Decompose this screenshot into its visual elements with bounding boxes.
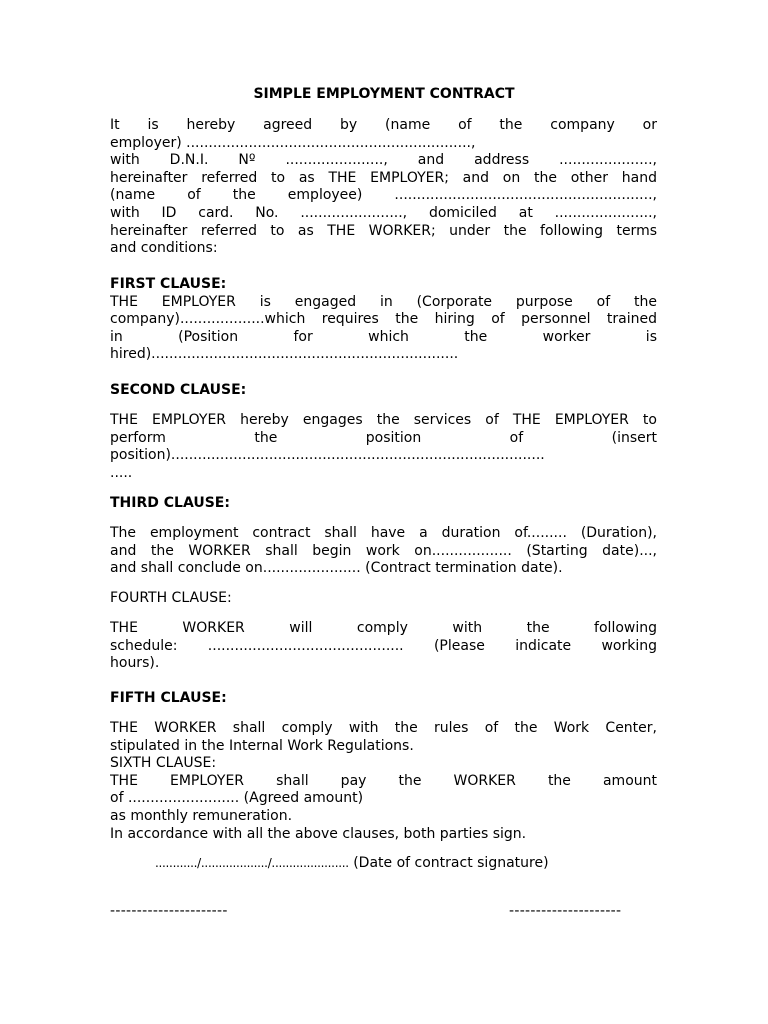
intro-line: with D.N.I. Nº ......................, and address ....................., (110, 152, 657, 169)
date-label: (Date of contract signature) (348, 855, 549, 871)
clause-line: in (Position for which the worker is (110, 328, 657, 345)
clause-line: stipulated in the Internal Work Regulations. (110, 737, 414, 754)
clause-line: THE EMPLOYER hereby engages the services of THE EMPLOYER to (110, 412, 657, 428)
intro-line: (name of the employee) .........................................................., (110, 187, 657, 204)
employer-signature-line: ---------------------- (110, 903, 228, 919)
clause-line: and shall conclude on...................... (Contract termination date). (110, 560, 563, 577)
closing-statement: In accordance with all the above clauses, both parties sign. (110, 825, 527, 842)
intro-line: employer) ................................................................, (110, 134, 476, 151)
fourth-clause (110, 620, 657, 673)
date-placeholder: ............/.................../...................... (155, 856, 349, 870)
second-clause-heading-block (110, 382, 657, 400)
clause-line: perform the position of (insert (110, 429, 657, 446)
clause-line: as monthly remuneration. (110, 807, 293, 824)
signature-date-line (155, 855, 549, 873)
intro-line: hereinafter referred to as THE EMPLOYER; and on the other hand (110, 169, 657, 186)
intro-paragraph (110, 117, 657, 258)
clause-line: schedule: ............................................ (Please indicate working (110, 637, 657, 654)
intro-line: with ID card. No. ......................., domiciled at ......................, (110, 204, 657, 221)
worker-signature-line: --------------------- (509, 903, 622, 919)
fourth-clause-heading-block (110, 590, 657, 608)
clause-heading: SECOND CLAUSE: (110, 382, 247, 398)
clause-line: of ......................... (Agreed amount) (110, 790, 364, 807)
clause-line: ..... (110, 464, 133, 481)
second-clause (110, 412, 657, 482)
clause-line: and the WORKER shall begin work on.................. (Starting date)..., (110, 542, 657, 559)
intro-line: and conditions: (110, 240, 218, 257)
clause-line: THE EMPLOYER is engaged in (Corporate purpose of the (110, 293, 657, 310)
clause-line: position).................................................................................... (110, 447, 545, 464)
fifth-clause-heading-block (110, 690, 657, 708)
clause-line: hours). (110, 655, 160, 672)
clause-heading: THIRD CLAUSE: (110, 495, 230, 511)
third-clause-heading-block (110, 495, 657, 513)
clause-line: THE EMPLOYER shall pay the WORKER the amount (110, 772, 657, 789)
clause-line: company)...................which requires the hiring of personnel trained (110, 311, 657, 328)
document-title: SIMPLE EMPLOYMENT CONTRACT (253, 86, 515, 102)
fifth-sixth-clauses (110, 720, 657, 843)
clause-line: The employment contract shall have a duration of......... (Duration), (110, 525, 657, 541)
third-clause (110, 525, 657, 578)
clause-line: THE WORKER will comply with the following (110, 620, 657, 636)
clause-line: THE WORKER shall comply with the rules of the Work Center, (110, 720, 657, 736)
intro-line: hereinafter referred to as THE WORKER; under the following terms (110, 222, 657, 239)
clause-heading: FOURTH CLAUSE: (110, 590, 232, 606)
clause-heading: SIXTH CLAUSE: (110, 755, 217, 772)
clause-heading: FIRST CLAUSE: (110, 276, 227, 292)
clause-heading: FIFTH CLAUSE: (110, 690, 227, 706)
intro-line: It is hereby agreed by (name of the company or (110, 117, 657, 133)
clause-line: hired)..................................................................... (110, 346, 459, 363)
first-clause (110, 276, 657, 364)
